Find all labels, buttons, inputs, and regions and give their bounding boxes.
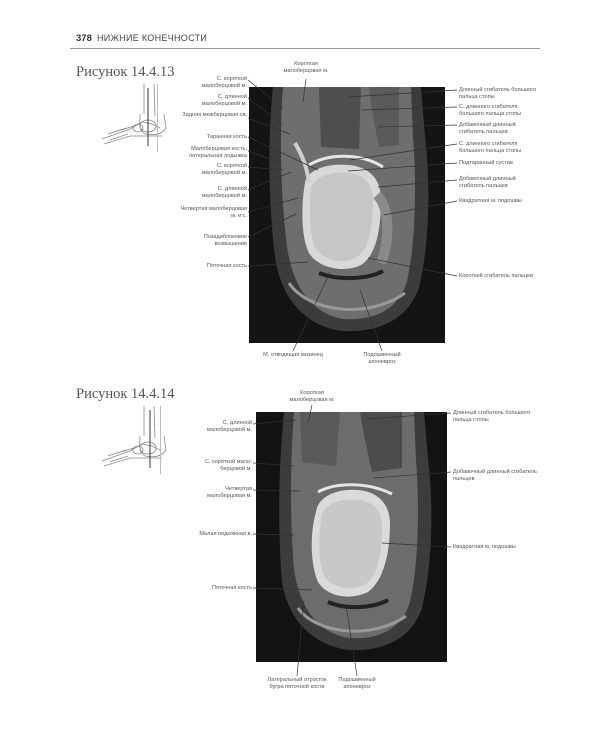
label-left: С. короткой мало-берцовой м. <box>205 459 252 472</box>
label-right: Длинный сгибатель большого пальца стопы <box>459 87 537 100</box>
label-bottom: М. отводящая мизинец <box>263 352 323 358</box>
label-right: Короткий сгибатель пальцев <box>459 273 534 279</box>
label-left: С. длинной малоберцовой м. <box>201 94 247 107</box>
section-title: НИЖНИЕ КОНЕЧНОСТИ <box>97 33 208 43</box>
figure-title-1: Рисунок 14.4.13 <box>76 64 175 80</box>
label-left: С. длинной малоберцовой м. <box>206 420 252 433</box>
label-left: Таранная кость <box>206 134 247 140</box>
label-left: С. длинной малоберцовой м. <box>201 186 247 199</box>
label-left: С. короткой малоберцовой м. <box>201 163 247 176</box>
label-right: Добавочный длинный сгибатель пальцев <box>453 469 537 482</box>
label-left: Малая подкожная в. <box>199 531 252 537</box>
label-left: С. короткой малоберцовой м. <box>201 76 247 89</box>
label-left: Четвертая малоберцовая м. <box>206 486 252 499</box>
label-left: Пяточная кость <box>206 263 247 269</box>
label-right: Подтаранный сустав <box>459 160 513 166</box>
label-left: Малоберцовая кость, латеральная лодыжка <box>188 146 247 159</box>
label-right: Добавочный длинный сгибатель пальцев <box>459 176 516 189</box>
mri-image-1 <box>249 87 445 343</box>
label-right: Квадратная м. подошвы <box>459 198 522 204</box>
label-right: Добавочный длинный сгибатель пальцев <box>459 122 516 135</box>
mri-image-2 <box>256 412 447 662</box>
page-number: 378 <box>76 33 92 44</box>
label-bottom: Подошвенный апоневроз <box>338 677 376 690</box>
label-right: Квадратная м. подошвы <box>453 544 516 550</box>
label-right: С. длинного сгибателя большого пальца стопы <box>459 104 522 117</box>
label-right: С. длинного сгибателя большого пальца стопы <box>459 141 522 154</box>
foot-diagram-2 <box>100 406 180 476</box>
label-left: Задняя межберцовая св. <box>182 112 247 118</box>
label-top: Короткая малоберцовая м. <box>289 390 335 403</box>
scan-plane-line-2 <box>160 406 161 474</box>
scan-plane-line-1 <box>157 84 158 152</box>
foot-diagram-1 <box>100 84 180 154</box>
figure-title-2: Рисунок 14.4.14 <box>76 386 175 402</box>
label-bottom: Подошвенный апоневроз <box>363 352 401 365</box>
header-rule <box>70 48 540 49</box>
label-left: Пяточная кость <box>211 585 252 591</box>
label-top: Короткая малоберцовая м. <box>283 61 329 74</box>
label-bottom: Латеральный отросток бугра пяточной кости <box>267 677 327 690</box>
label-left: Позадиблоковое возвышение <box>203 234 247 247</box>
label-left: Четвертая малоберцовая м. и с. <box>180 206 247 219</box>
label-right: Длинный сгибатель большого пальца стопы <box>453 410 531 423</box>
